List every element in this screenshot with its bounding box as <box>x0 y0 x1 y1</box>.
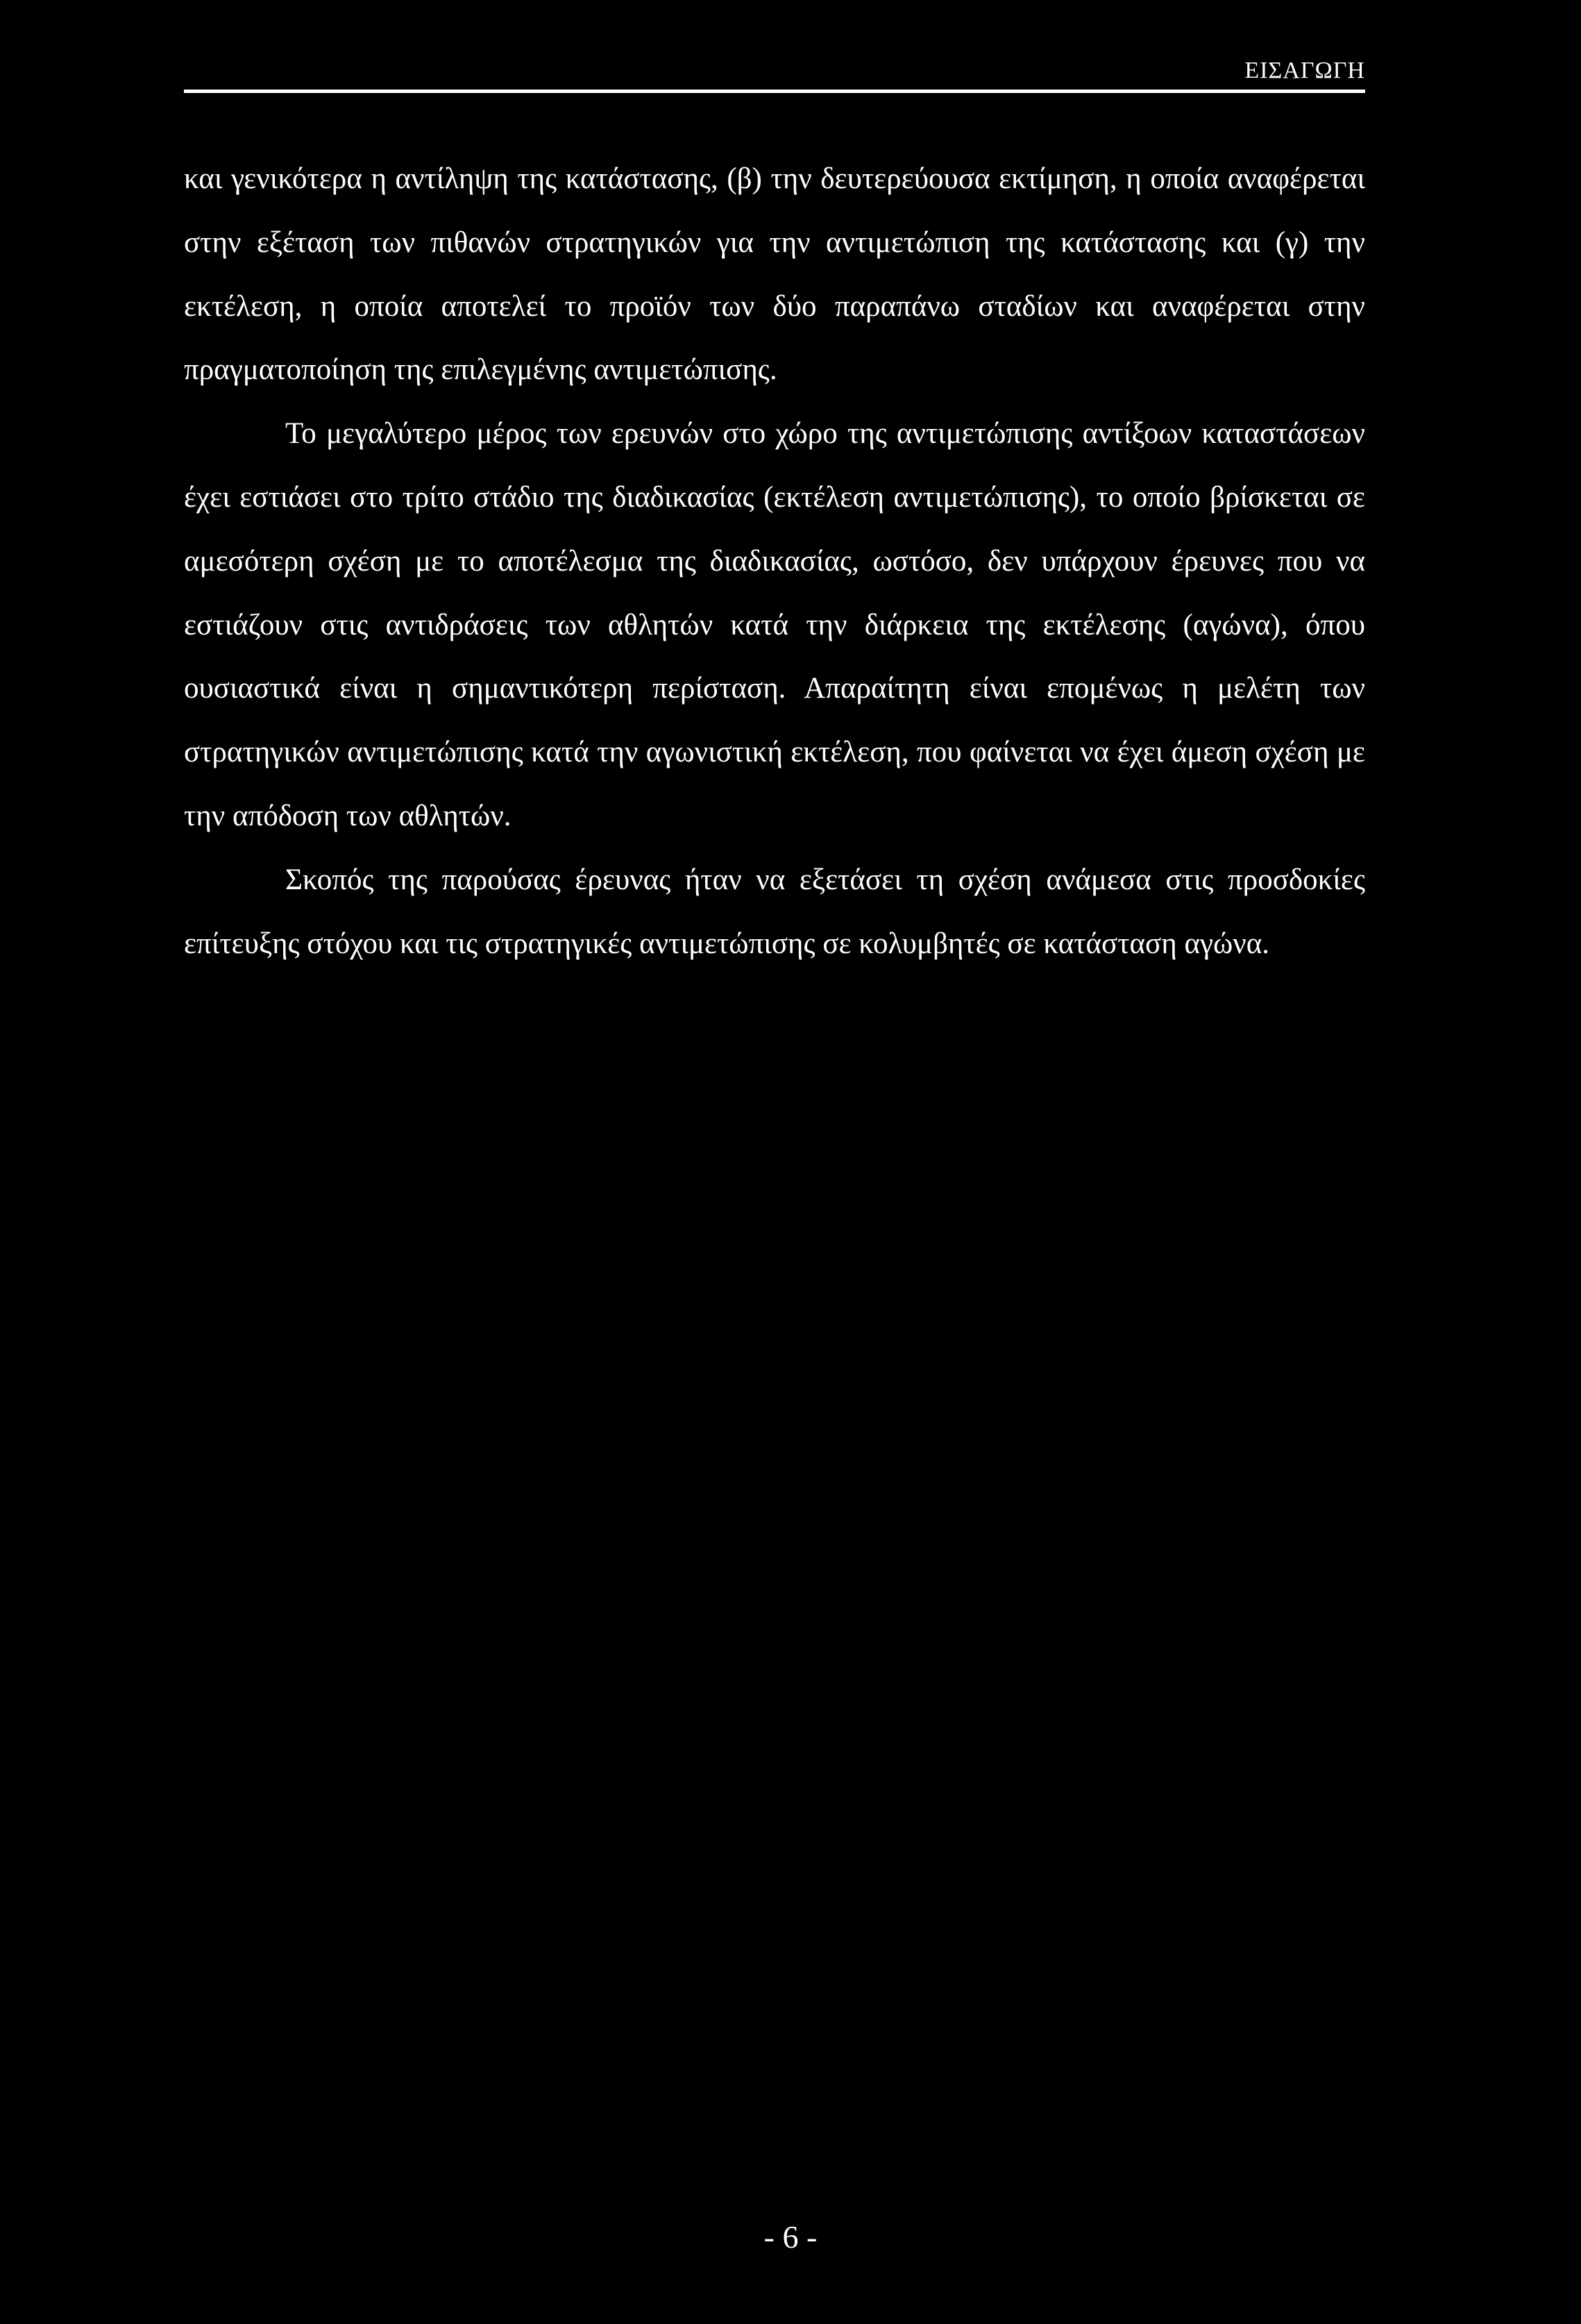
paragraph-study-aim: Σκοπός της παρούσας έρευνας ήταν να εξετάσει τη σχέση ανάμεσα στις προσδοκίες επίτευξης στόχου και τις στρατηγικές αντιμετώπισης σε κολυμβητές σε κατάσταση αγώνα. <box>184 863 1365 960</box>
running-header <box>184 56 1365 93</box>
paragraph-continuation: και γενικότερα η αντίληψη της κατάστασης, (β) την δευτερεύουσα εκτίμηση, η οποία αναφέρεται στην εξέταση των πιθανών στρατηγικών για την αντιμετώπιση της κατάστασης και (γ) την εκτέλεση, η οποία αποτελεί το προϊόν των δύο παραπάνω σταδίων και αναφέρεται στην πραγματοποίηση της επιλεγμένης αντιμετώπισης. <box>184 162 1365 387</box>
paragraph-coping-research: Το μεγαλύτερο μέρος των ερευνών στο χώρο της αντιμετώπισης αντίξοων καταστάσεων έχει εστιάσει στο τρίτο στάδιο της διαδικασίας (εκτέλεση αντιμετώπισης), το οποίο βρίσκεται σε αμεσότερη σχέση με το αποτέλεσμα της διαδικασίας, ωστόσο, δεν υπάρχουν έρευνες που να εστιάζουν στις αντιδράσεις των αθλητών κατά την διάρκεια της εκτέλεσης (αγώνα), όπου ουσιαστικά είναι η σημαντικότερη περίσταση. Απαραίτητη είναι επομένως η μελέτη των στρατηγικών αντιμετώπισης κατά την αγωνιστική εκτέλεση, που φαίνεται να έχει άμεση σχέση με την απόδοση των αθλητών. <box>184 417 1365 832</box>
body-text <box>184 147 1365 975</box>
running-header-title: ΕΙΣΑΓΩΓΗ <box>1244 58 1365 83</box>
page-number: - 6 - <box>763 2219 818 2255</box>
